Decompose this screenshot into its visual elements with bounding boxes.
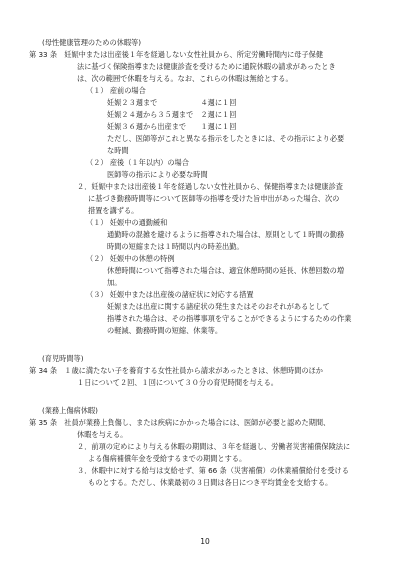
article-33-line: （１） 産前の場合: [86, 86, 146, 95]
article-33-line: ２．妊娠中または出産後１年を経過しない女性社員から、保健指導または健康診査: [77, 182, 343, 191]
article-35-line: ３．休暇中に対する給与は支給せず、第 66 条（災害補償）の休業補償給付を受ける: [77, 466, 349, 475]
article-33-line: 加。: [107, 278, 122, 287]
article-33-line: （１） 妊娠中の通勤緩和: [86, 218, 168, 227]
article-35-line: ものとする。ただし、休業最初の３日間は各日につき平均賃金を支給する。: [88, 478, 333, 487]
article-33-line: 妊娠２４週から３５週まで ２週に１回: [107, 110, 237, 119]
section-heading: (母性健康管理のための休暇等): [42, 38, 142, 47]
page-number: 10: [200, 537, 210, 546]
article-33-line: 法に基づく保険指導または健康診査を受けるために通院休暇の請求があったとき: [77, 62, 336, 71]
article-33-line: （２） 産後（１年以内）の場合: [86, 158, 189, 167]
article-33-line: 休憩時間について指導された場合は、適宜休憩時間の延長、休憩回数の増: [107, 266, 345, 275]
section-heading: (業務上傷病休暇): [42, 406, 98, 415]
article-33-line: 妊娠２３週まで ４週に１回: [107, 98, 237, 107]
article-33-line: 時間の短縮または１時間以内の時差出勤。: [107, 242, 244, 251]
article-33-line: 妊娠３６週から出産まで １週に１回: [107, 122, 237, 131]
article-33-line: 指導された場合は、その指導事項を守ることができるようにするための作業: [107, 314, 352, 323]
article-33-line: に基づき勤務時間等について医師等の指導を受けた旨申出があった場合、次の: [88, 194, 340, 203]
article-33-line: な時間: [107, 146, 129, 155]
article-33-line: 第 33 条 妊娠中または出産後１年を経過しない女性社員から、所定労働時間内に母子保健: [29, 50, 324, 59]
article-33-line: 医師等の指示により必要な時間: [107, 170, 208, 179]
article-33-line: （３） 妊娠中または出産後の諸症状に対応する措置: [86, 290, 254, 299]
article-33-line: は、次の範囲で休暇を与える。なお、これらの休暇は無給とする。: [77, 74, 293, 83]
article-34-line: １日について２回、１回について３０分の育児時間を与える。: [77, 378, 278, 387]
section-heading: (育児時間等): [42, 354, 84, 363]
article-33-line: の軽減、勤務時間の短縮、休業等。: [107, 326, 223, 335]
article-33-line: 通勤時の混雑を避けるように指導された場合は、原則として１時間の勤務: [107, 230, 345, 239]
article-35-line: 第 35 条 社員が業務上負傷し、または疾病にかかった場合には、医師が必要と認めた期間、: [29, 418, 331, 427]
article-35-line: よる傷病補償年金を受給するまでの期間とする。: [88, 454, 247, 463]
article-33-line: 措置を講ずる。: [88, 206, 139, 215]
article-35-line: 休暇を与える。: [77, 430, 128, 439]
article-33-line: ただし、医師等がこれと異なる指示をしたときには、その指示により必要: [107, 134, 345, 143]
article-34-line: 第 34 条 １歳に満たない子を養育する女性社員から請求があったときは、休憩時間のほか: [29, 366, 323, 375]
article-33-line: 妊娠または出産に関する諸症状の発生またはそのおそれがあるとして: [107, 302, 330, 311]
article-33-line: （２） 妊娠中の休憩の特例: [86, 254, 175, 263]
article-35-line: ２．前項の定めにより与える休暇の期間は、３年を経過し、労働者災害補償保険法に: [77, 442, 351, 451]
